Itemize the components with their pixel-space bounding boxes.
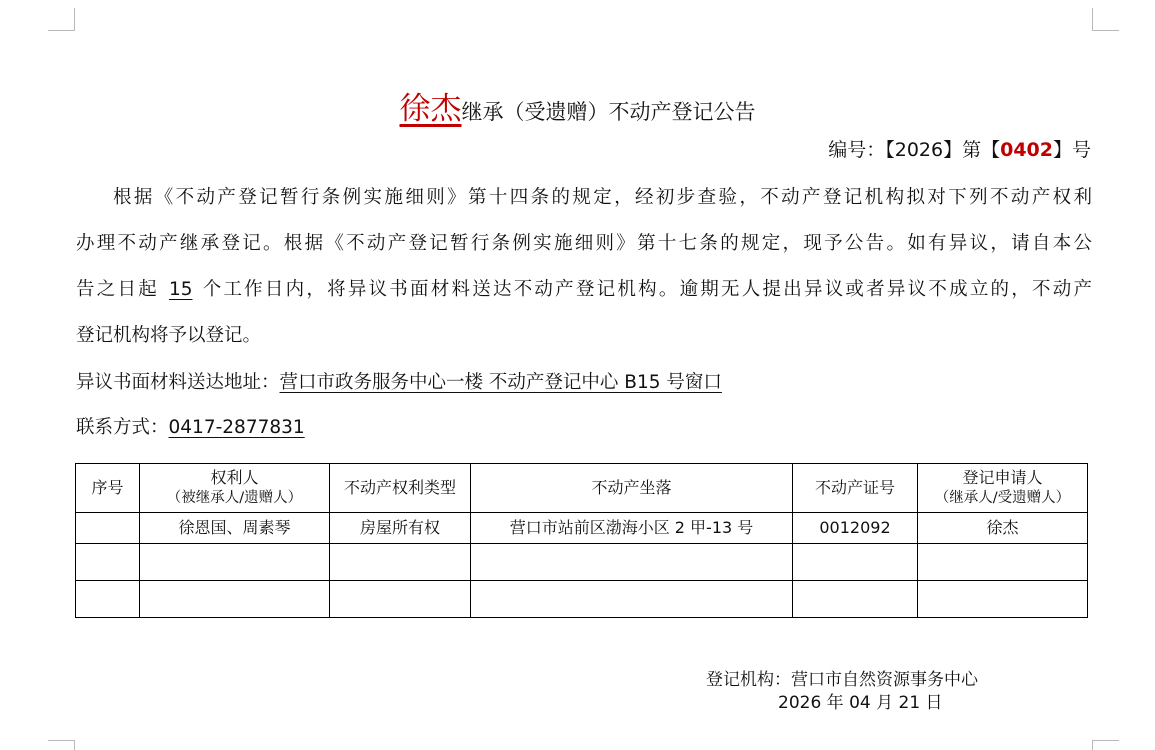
address-label: 异议书面材料送达地址： bbox=[76, 372, 280, 393]
table-row-empty bbox=[76, 544, 1088, 581]
title-name: 徐杰 bbox=[399, 91, 462, 127]
cell-empty bbox=[76, 544, 140, 581]
cell-empty bbox=[330, 581, 471, 618]
page-corner-mark bbox=[48, 8, 75, 31]
contact-value: 0417-2877831 bbox=[168, 417, 305, 438]
notice-title bbox=[0, 83, 1155, 128]
header-applicant bbox=[918, 464, 1088, 513]
header-owner bbox=[140, 464, 330, 513]
cell-empty bbox=[471, 581, 793, 618]
table-header-row bbox=[76, 464, 1088, 513]
document-number-seq: 0402 bbox=[1000, 139, 1053, 161]
cell-cert-no: 0012092 bbox=[793, 513, 918, 544]
header-applicant-line1: 登记申请人 bbox=[962, 468, 1043, 488]
cell-location: 营口市站前区渤海小区 2 甲-13 号 bbox=[471, 513, 793, 544]
header-cert-no: 不动产证号 bbox=[793, 464, 918, 513]
paragraph-text: 告之日起 bbox=[76, 279, 159, 300]
cell-empty bbox=[471, 544, 793, 581]
cell-owner: 徐恩国、周素琴 bbox=[140, 513, 330, 544]
address-value: 营口市政务服务中心一楼 不动产登记中心 B15 号窗口 bbox=[279, 372, 722, 393]
cell-empty bbox=[140, 581, 330, 618]
cell-applicant: 徐杰 bbox=[918, 513, 1088, 544]
header-location: 不动产坐落 bbox=[471, 464, 793, 513]
cell-empty bbox=[330, 544, 471, 581]
notice-date: 2026 年 04 月 21 日 bbox=[778, 693, 943, 713]
property-table bbox=[75, 463, 1088, 618]
cell-empty bbox=[918, 581, 1088, 618]
document-number bbox=[828, 135, 1091, 162]
cell-empty bbox=[793, 544, 918, 581]
cell-seq bbox=[76, 513, 140, 544]
header-right-type: 不动产权利类型 bbox=[330, 464, 471, 513]
cell-empty bbox=[918, 544, 1088, 581]
header-owner-line1: 权利人 bbox=[210, 468, 259, 488]
paragraph-line: 办理不动产继承登记。根据《不动产登记暂行条例实施细则》第十七条的规定，现予公告。如有异议，请自本公 bbox=[76, 233, 1092, 254]
paragraph-line: 根据《不动产登记暂行条例实施细则》第十四条的规定，经初步查验，不动产登记机构拟对下列不动产权利 bbox=[113, 187, 1092, 208]
paragraph-text: 个工作日内，将异议书面材料送达不动产登记机构。逾期无人提出异议或者异议不成立的，不动产 bbox=[200, 279, 1092, 300]
contact-line bbox=[76, 413, 313, 439]
registration-agency: 登记机构：营口市自然资源事务中心 bbox=[706, 670, 978, 690]
document-number-prefix: 编号：【2026】第【 bbox=[828, 139, 1001, 161]
paragraph-line bbox=[76, 275, 1092, 301]
objection-days: 15 bbox=[168, 279, 193, 300]
cell-right-type: 房屋所有权 bbox=[330, 513, 471, 544]
header-seq: 序号 bbox=[76, 464, 140, 513]
header-applicant-line2: （继承人/受遗赠人） bbox=[934, 489, 1071, 506]
address-line bbox=[76, 368, 722, 394]
document-number-suffix: 】号 bbox=[1052, 139, 1091, 161]
cell-empty bbox=[793, 581, 918, 618]
cell-empty bbox=[76, 581, 140, 618]
paragraph-line: 登记机构将予以登记。 bbox=[76, 325, 262, 346]
cell-empty bbox=[140, 544, 330, 581]
contact-label: 联系方式： bbox=[76, 417, 169, 438]
page-corner-mark bbox=[1092, 8, 1119, 31]
table-row-empty bbox=[76, 581, 1088, 618]
header-owner-line2: （被继承人/遗赠人） bbox=[166, 489, 303, 506]
table-row bbox=[76, 513, 1088, 544]
title-text: 继承（受遗赠）不动产登记公告 bbox=[461, 100, 756, 124]
